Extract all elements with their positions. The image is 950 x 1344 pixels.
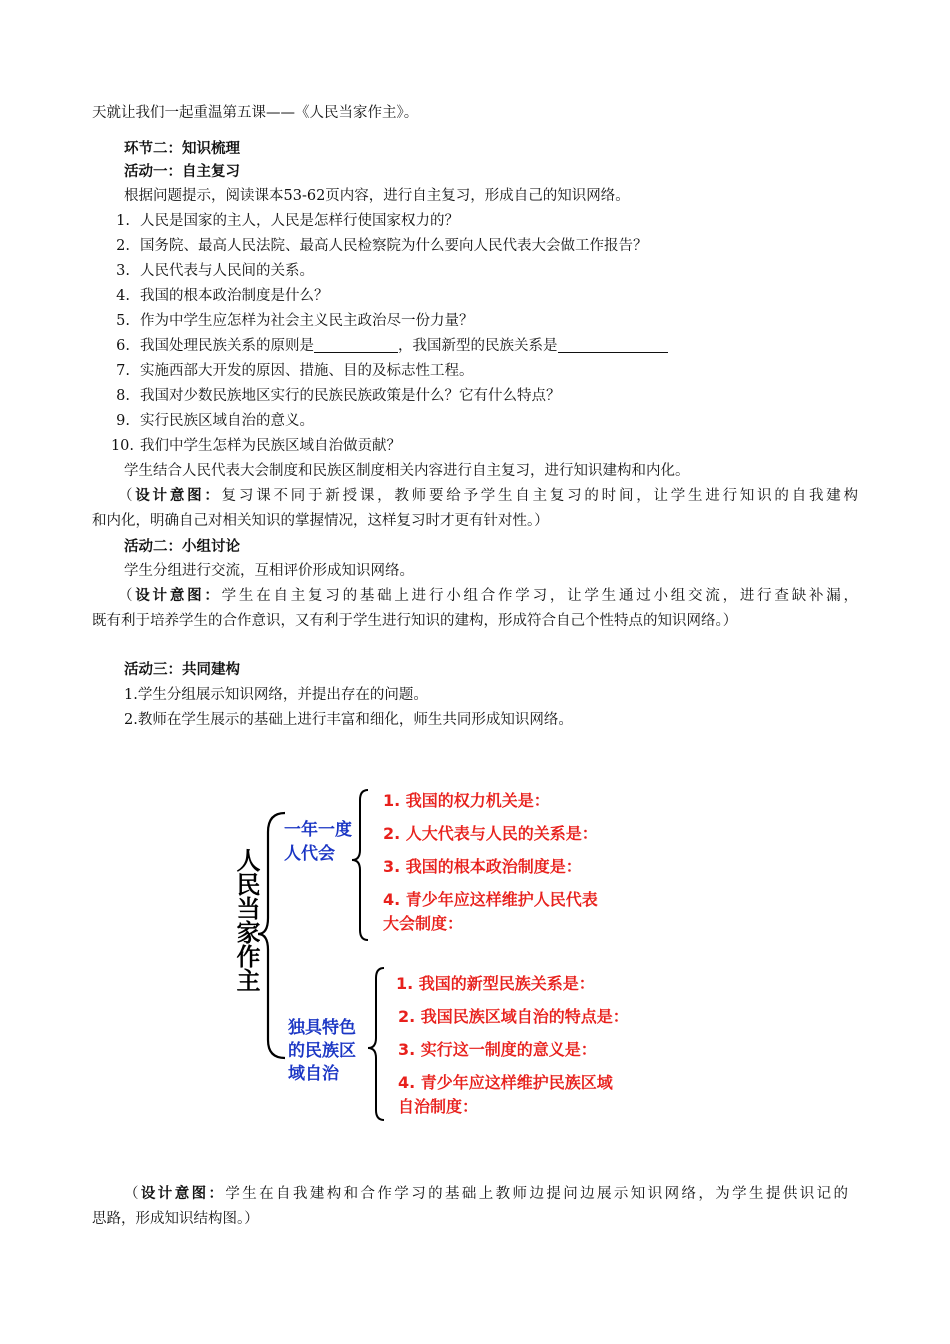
design-note-2-cont: 既有利于培养学生的合作意识，又有利于学生进行知识的建构，形成符合自己个性特点的知识网络。） <box>92 613 738 629</box>
branch1-item-1: 1. 我国的权力机关是： <box>383 791 550 810</box>
item-text: 实行民族区域自治的意义。 <box>140 413 314 429</box>
activity1-title: 活动一：自主复习 <box>124 163 240 180</box>
design-text: 学生在自主复习的基础上进行小组合作学习，让学生通过小组交流，进行查缺补漏， <box>221 588 859 604</box>
branch1-label-line2: 人代会 <box>284 844 335 864</box>
list-item <box>100 436 401 456</box>
activity2-title: 活动二：小组讨论 <box>124 538 240 555</box>
item-text: 作为中学生应怎样为社会主义民主政治尽一份力量？ <box>140 313 474 329</box>
item-text: 人民是国家的主人，人民是怎样行使国家权力的？ <box>140 213 459 229</box>
branch2-item-2: 2. 我国民族区域自治的特点是： <box>398 1007 629 1026</box>
design-label: 设计意图： <box>135 587 222 604</box>
item-text: 实施西部大开发的原因、措施、目的及标志性工程。 <box>140 363 474 379</box>
list-item <box>100 386 561 406</box>
list-item <box>100 311 474 331</box>
design-label: 设计意图： <box>135 487 222 504</box>
item-text: 人民代表与人民间的关系。 <box>140 263 314 279</box>
paren: （ <box>124 1186 141 1202</box>
design-text: 学生在自我建构和合作学习的基础上教师边提问边展示知识网络，为学生提供识记的 <box>225 1186 849 1202</box>
item-number: 1. <box>116 213 130 229</box>
design-note-1-cont: 和内化，明确自己对相关知识的掌握情况，这样复习时才更有针对性。） <box>92 513 549 529</box>
branch1-item-4-cont: 大会制度： <box>383 914 464 933</box>
item-number: 4. <box>116 288 130 304</box>
item-text: 我国对少数民族地区实行的民族民族政策是什么？它有什么特点？ <box>140 388 561 404</box>
item-text: 我国的根本政治制度是什么？ <box>140 288 329 304</box>
answer-blank <box>558 337 668 353</box>
design-note-2 <box>118 586 858 606</box>
item-text: 我国处理民族关系的原则是 <box>140 338 314 354</box>
item-number: 10. <box>110 438 134 454</box>
design-note-3-cont: 思路，形成知识结构图。） <box>92 1211 259 1227</box>
activity2-text: 学生分组进行交流，互相评价形成知识网络。 <box>124 563 414 579</box>
branch2-item-3: 3. 实行这一制度的意义是： <box>398 1040 597 1059</box>
activity3-step2: 2.教师在学生展示的基础上进行丰富和细化，师生共同形成知识网络。 <box>124 712 573 728</box>
branch1-item-3: 3. 我国的根本政治制度是： <box>383 857 582 876</box>
list-item <box>100 336 668 356</box>
activity1-summary: 学生结合人民代表大会制度和民族区制度相关内容进行自主复习，进行知识建构和内化。 <box>124 463 690 479</box>
root-brace <box>258 813 285 1058</box>
branch2-item-4: 4. 青少年应这样维护民族区域 <box>398 1073 613 1092</box>
activity3-title: 活动三：共同建构 <box>124 661 240 678</box>
activity3-step1: 1.学生分组展示知识网络，并提出存在的问题。 <box>124 687 428 703</box>
intro-line: 天就让我们一起重温第五课——《人民当家作主》。 <box>92 105 419 121</box>
item-text: 我们中学生怎样为民族区域自治做贡献？ <box>140 438 401 454</box>
section2-title: 环节二：知识梳理 <box>124 140 240 157</box>
branch2-label-line2: 的民族区 <box>288 1041 356 1061</box>
branch1-label-line1: 一年一度 <box>284 820 352 840</box>
activity1-instruction: 根据问题提示，阅读课本53-62页内容，进行自主复习，形成自己的知识网络。 <box>124 188 630 204</box>
list-item <box>100 361 474 381</box>
item-number: 5. <box>116 313 130 329</box>
branch1-item-2: 2. 人大代表与人民的关系是： <box>383 824 598 843</box>
item-number: 8. <box>116 388 130 404</box>
paren: （ <box>118 588 136 604</box>
map-root-title: 人民当家作主 <box>232 848 260 992</box>
answer-blank <box>314 337 398 353</box>
list-item <box>100 261 314 281</box>
design-note-3 <box>124 1184 848 1204</box>
list-item <box>100 236 648 256</box>
branch2-item-4-cont: 自治制度： <box>398 1097 479 1116</box>
branch2-label-line1: 独具特色 <box>288 1018 356 1038</box>
design-text: 复习课不同于新授课，教师要给予学生自主复习的时间，让学生进行知识的自我建构 <box>221 488 859 504</box>
item-number: 3. <box>116 263 130 279</box>
design-note-1 <box>118 486 858 506</box>
item-number: 9. <box>116 413 130 429</box>
item-text: ，我国新型的民族关系是 <box>398 338 558 354</box>
list-item <box>100 286 329 306</box>
item-text: 国务院、最高人民法院、最高人民检察院为什么要向人民代表大会做工作报告？ <box>140 238 648 254</box>
list-item <box>100 211 459 231</box>
item-number: 7. <box>116 363 130 379</box>
item-number: 2. <box>116 238 130 254</box>
branch1-bracket <box>352 790 368 940</box>
branch2-bracket <box>368 968 384 1120</box>
branch2-item-1: 1. 我国的新型民族关系是： <box>396 974 595 993</box>
item-number: 6. <box>116 338 130 354</box>
branch1-item-4: 4. 青少年应这样维护人民代表 <box>383 890 598 909</box>
branch2-label-line3: 域自治 <box>288 1064 339 1084</box>
paren: （ <box>118 488 136 504</box>
design-label: 设计意图： <box>140 1185 226 1202</box>
list-item <box>100 411 314 431</box>
